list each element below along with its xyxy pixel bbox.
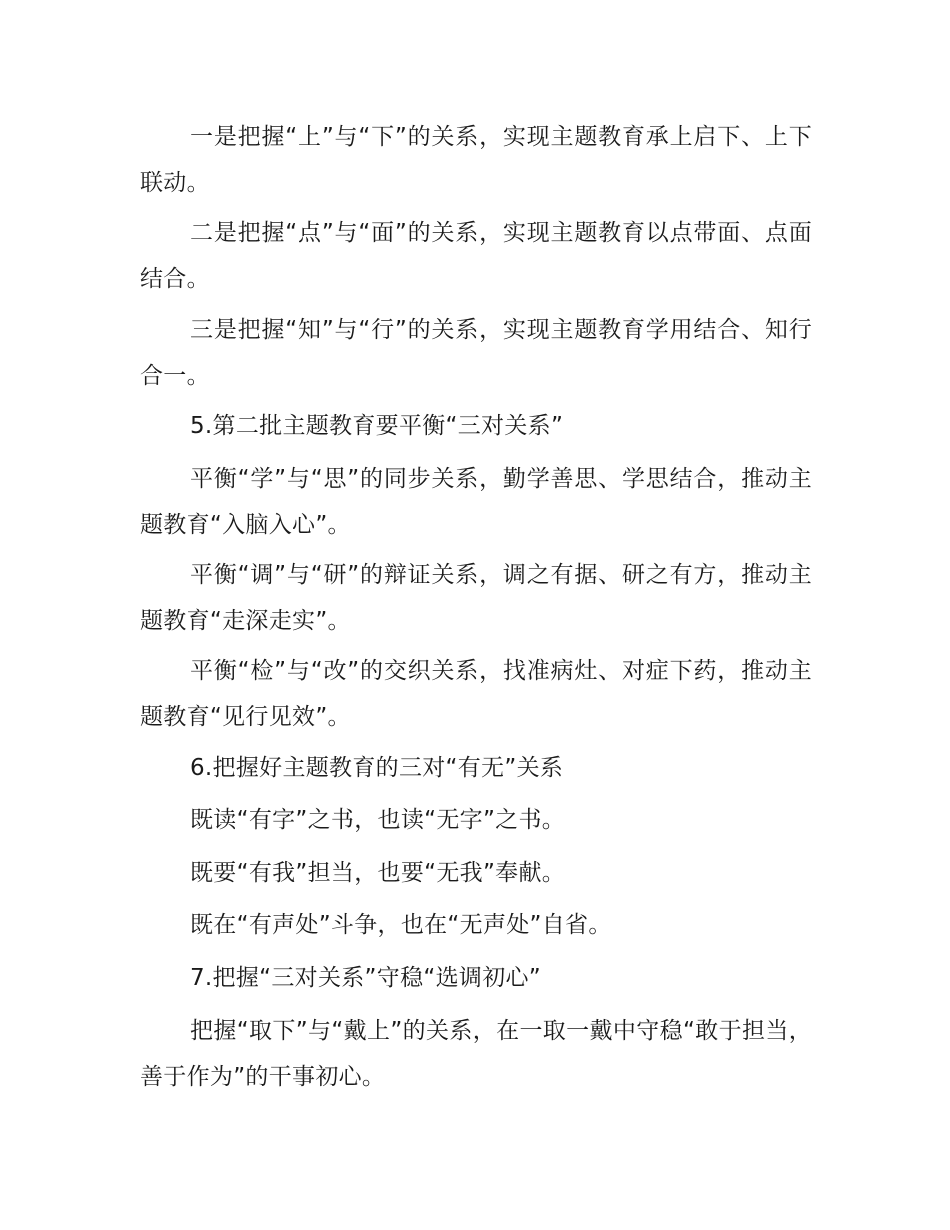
paragraph-7a: 把握“取下”与“戴上”的关系，在一取一戴中守稳“敢于担当，善于作为”的干事初心。 — [140, 1018, 812, 1090]
paragraph-1: 一是把握“上”与“下”的关系，实现主题教育承上启下、上下联动。 — [140, 124, 812, 196]
paragraph-6c: 既在“有声处”斗争，也在“无声处”自省。 — [190, 912, 612, 938]
heading-5: 5.第二批主题教育要平衡“三对关系” — [190, 413, 564, 439]
paragraph-5b: 平衡“调”与“研”的辩证关系，调之有据、研之有方，推动主题教育“走深走实”。 — [140, 562, 812, 634]
paragraph-5c: 平衡“检”与“改”的交织关系，找准病灶、对症下药，推动主题教育“见行见效”。 — [140, 658, 812, 730]
heading-6: 6.把握好主题教育的三对“有无”关系 — [190, 755, 564, 781]
paragraph-6a: 既读“有字”之书，也读“无字”之书。 — [190, 807, 566, 833]
paragraph-5a: 平衡“学”与“思”的同步关系，勤学善思、学思结合，推动主题教育“入脑入心”。 — [140, 466, 812, 538]
heading-7: 7.把握“三对关系”守稳“选调初心” — [190, 965, 542, 991]
paragraph-2: 二是把握“点”与“面”的关系，实现主题教育以点带面、点面结合。 — [140, 220, 812, 292]
paragraph-6b: 既要“有我”担当，也要“无我”奉献。 — [190, 860, 566, 886]
paragraph-3: 三是把握“知”与“行”的关系，实现主题教育学用结合、知行合一。 — [140, 317, 812, 389]
